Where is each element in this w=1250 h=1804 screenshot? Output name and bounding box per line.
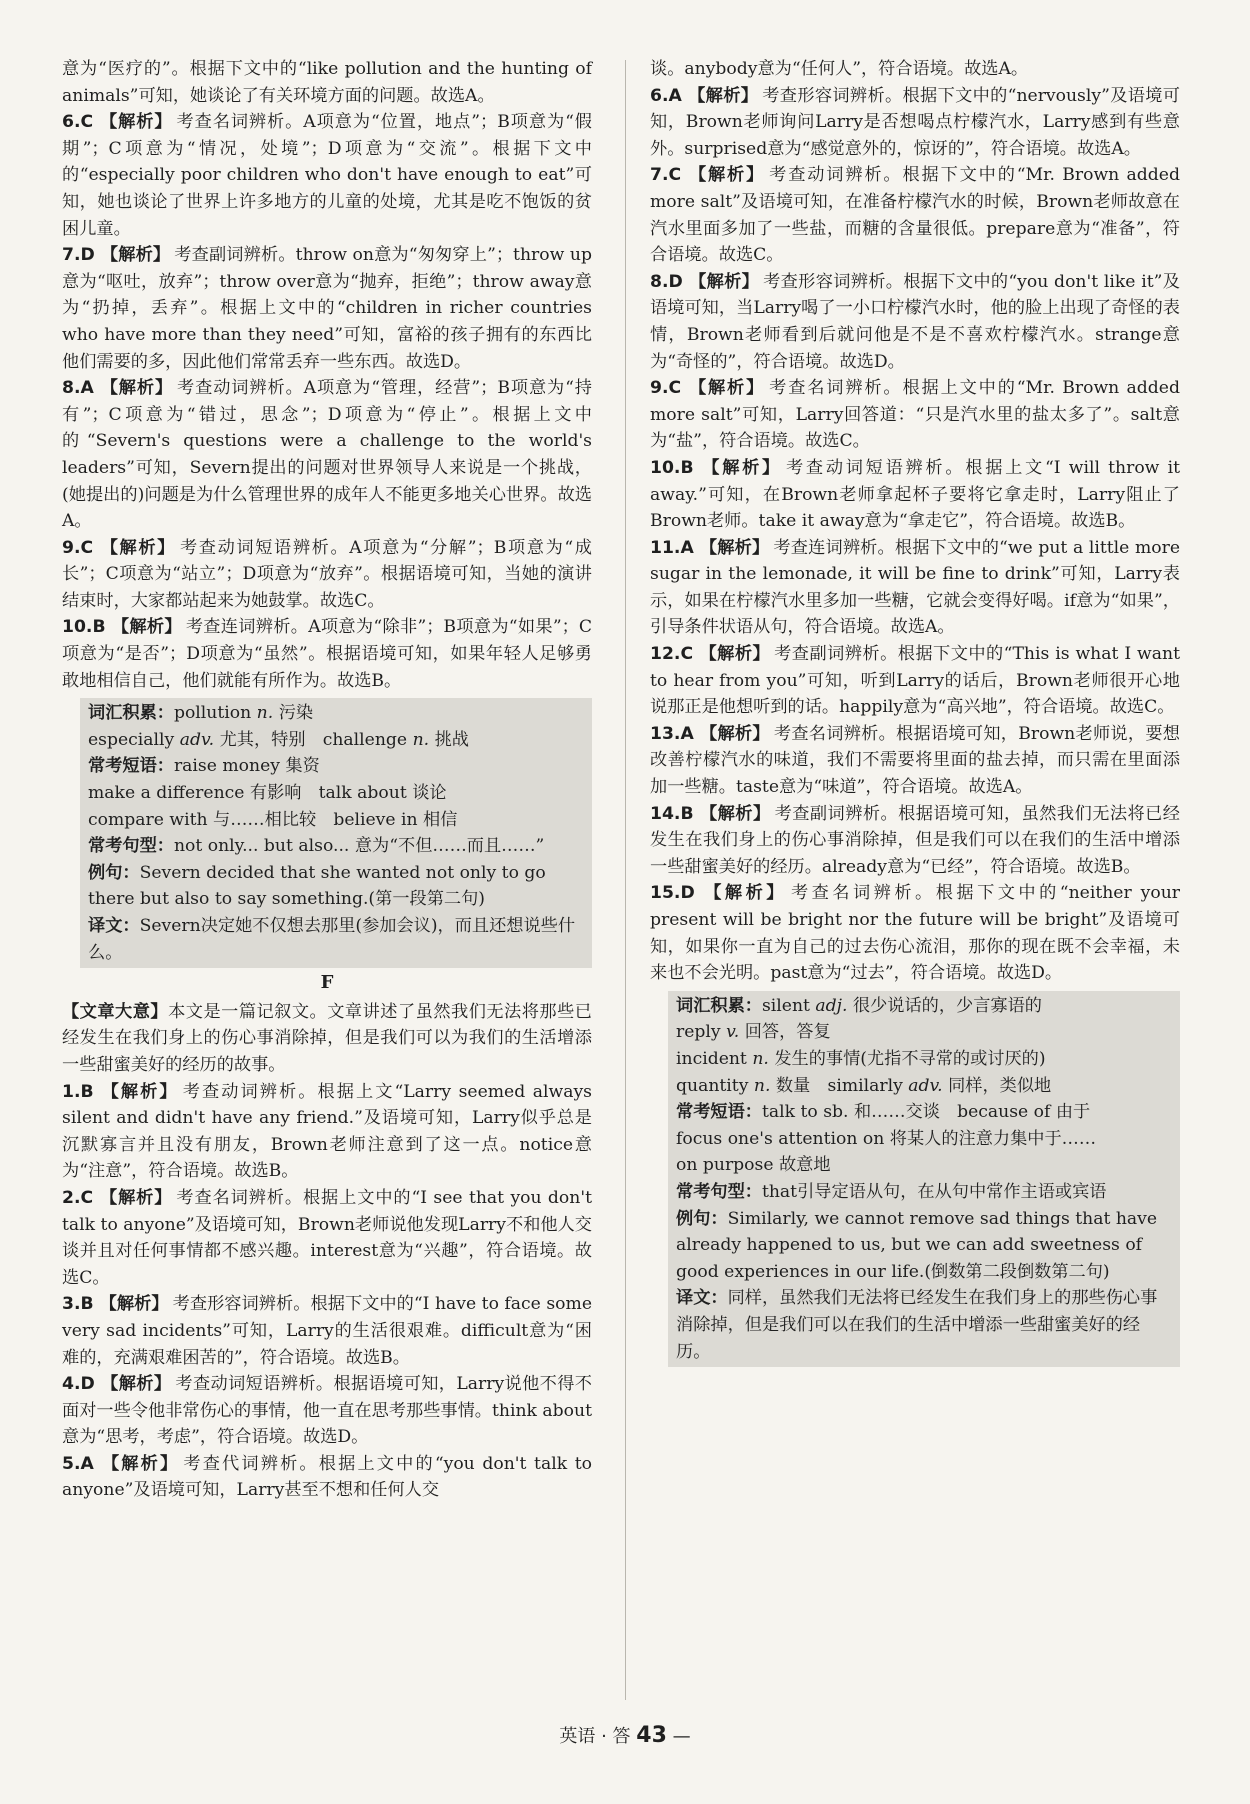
answer-item: 12.C 【解析】 考查副词辨析。根据下文中的“This is what I want to hear from you”可知，听到Larry的话后，Brown老师很开心地说那正是他想听到的话。happily意为“高兴地”，符合语境。故选C。 xyxy=(650,644,1180,718)
section-heading: F xyxy=(320,972,334,994)
answer-item: 4.D 【解析】 考查动词短语辨析。根据语境可知，Larry说他不得不面对一些令他非常伤心的事情，他一直在思考那些事情。think about意为“思考，考虑”，符合语境。故选D。 xyxy=(62,1374,592,1448)
answer-item: 7.C 【解析】 考查动词辨析。根据下文中的“Mr. Brown added more salt”及语境可知，在准备柠檬汽水的时候，Brown老师故意在汽水里面多加了一些盐，而糖的含量很低。prepare意为“准备”，符合语境。故选C。 xyxy=(650,165,1180,266)
continuation-text: 意为“医疗的”。根据下文中的“like pollution and the hunting of animals”可知，她谈论了有关环境方面的问题。故选A。 xyxy=(62,59,592,106)
answer-item: 3.B 【解析】 考查形容词辨析。根据下文中的“I have to face some very sad incidents”可知，Larry的生活很艰难。difficult意为“困难的，充满艰难困苦的”，符合语境。故选B。 xyxy=(62,1294,592,1368)
vocabulary-box: 词汇积累：silent adj. 很少说话的，少言寡语的 reply v. 回答，答复 incident n. 发生的事情(尤指不寻常的或讨厌的) quantity n. 数量 similarly adv. 同样，类似地 常考短语：talk to sb. 和……交谈 because of 由于 focus one's attention on 将某人的注意力集中于…… on purpose 故意地 常考句型：that引导定语从句，在从句中常作主语或宾语 例句：Similarly, we cannot remove sad things that have already happened to us, but we can add sweetness of good experiences in our life.(倒数第二段倒数第二句) 译文：同样，虽然我们无法将已经发生在我们身上的那些伤心事消除掉，但是我们可以在我们的生活中增添一些甜蜜美好的经历。 xyxy=(668,991,1180,1367)
page-footer xyxy=(0,1722,1250,1748)
answer-item: 11.A 【解析】 考查连词辨析。根据下文中的“we put a little more sugar in the lemonade, it will be fine to drink”可知，Larry表示，如果在柠檬汽水里多加一些糖，它就会变得好喝。if意为“如果”，引导条件状语从句，符合语境。故选A。 xyxy=(650,537,1180,638)
article-summary: 【文章大意】本文是一篇记叙文。文章讲述了虽然我们无法将那些已经发生在我们身上的伤心事消除掉，但是我们可以为我们的生活增添一些甜蜜美好的经历的故事。 xyxy=(62,1001,592,1075)
footer-subject: 英语 xyxy=(559,1726,596,1747)
page-number: 43 xyxy=(636,1723,667,1748)
answer-item: 7.D 【解析】 考查副词辨析。throw on意为“匆匆穿上”；throw up意为“呕吐，放弃”；throw over意为“抛弃，拒绝”；throw away意为“扔掉，丢弃”。根据上文中的“children in richer countries who have more than they need”可知，富裕的孩子拥有的东西比他们需要的多，因此他们常常丢弃一些东西。故选D。 xyxy=(62,245,592,372)
answer-item: 8.D 【解析】 考查形容词辨析。根据下文中的“you don't like it”及语境可知，当Larry喝了一小口柠檬汽水时，他的脸上出现了奇怪的表情，Brown老师看到后就问他是不是不喜欢柠檬汽水。strange意为“奇怪的”，符合语境。故选D。 xyxy=(650,271,1180,372)
answer-item: 9.C 【解析】 考查动词短语辨析。A项意为“分解”；B项意为“成长”；C项意为“站立”；D项意为“放弃”。根据语境可知，当她的演讲结束时，大家都站起来为她鼓掌。故选C。 xyxy=(62,537,592,611)
answer-item: 10.B 【解析】 考查连词辨析。A项意为“除非”；B项意为“如果”；C项意为“是否”；D项意为“虽然”。根据语境可知，如果年轻人足够勇敢地相信自己，他们就能有所作为。故选B。 xyxy=(62,617,592,691)
continuation-text: 谈。anybody意为“任何人”，符合语境。故选A。 xyxy=(650,59,1029,79)
left-column xyxy=(62,56,592,1504)
answer-item: 9.C 【解析】 考查名词辨析。根据上文中的“Mr. Brown added more salt”可知，Larry回答道：“只是汽水里的盐太多了”。salt意为“盐”，符合语境。故选C。 xyxy=(650,378,1180,452)
answer-item: 6.C 【解析】 考查名词辨析。A项意为“位置，地点”；B项意为“假期”；C项意为“情况，处境”；D项意为“交流”。根据下文中的“especially poor children who don't have enough to eat”可知，她也谈论了世界上许多地方的儿童的处境，尤其是吃不饱饭的贫困儿童。 xyxy=(62,112,592,239)
answer-item: 8.A 【解析】 考查动词辨析。A项意为“管理，经营”；B项意为“持有”；C项意为“错过，思念”；D项意为“停止”。根据上文中的“Severn's questions were a challenge to the world's leaders”可知，Severn提出的问题对世界领导人来说是一个挑战，(她提出的)问题是为什么管理世界的成年人不能更多地关心世界。故选A。 xyxy=(62,378,592,532)
right-column xyxy=(650,56,1180,1369)
footer-dot: · xyxy=(601,1726,607,1747)
answer-item: 13.A 【解析】 考查名词辨析。根据语境可知，Brown老师说，要想改善柠檬汽水的味道，我们不需要将里面的盐去掉，而只需在里面添加一些糖。taste意为“味道”，符合语境。故选A。 xyxy=(650,723,1180,798)
answer-item: 1.B 【解析】 考查动词辨析。根据上文“Larry seemed always silent and didn't have any friend.”及语境可知，Larry似乎总是沉默寡言并且没有朋友，Brown老师注意到了这一点。notice意为“注意”，符合语境。故选B。 xyxy=(62,1081,592,1182)
answer-item: 15.D 【解析】 考查名词辨析。根据下文中的“neither your present will be bright nor the future will be bright”及语境可知，如果你一直为自己的过去伤心流泪，那你的现在既不会幸福，未来也不会光明。past意为“过去”，符合语境。故选D。 xyxy=(650,883,1180,984)
answer-item: 10.B 【解析】 考查动词短语辨析。根据上文“I will throw it away.”可知，在Brown老师拿起杯子要将它拿走时，Larry阻止了Brown老师。take it away意为“拿走它”，符合语境。故选B。 xyxy=(650,457,1180,532)
vocabulary-box: 词汇积累：pollution n. 污染 especially adv. 尤其，特别 challenge n. 挑战 常考短语：raise money 集资 make a difference 有影响 talk about 谈论 compare with 与……相比较 believe in 相信 常考句型：not only... but also... 意为“不但……而且……” 例句：Severn decided that she wanted not only to go there but also to say something.(第一段第二句) 译文：Severn决定她不仅想去那里(参加会议)，而且还想说些什么。 xyxy=(80,698,592,968)
answer-item: 14.B 【解析】 考查副词辨析。根据语境可知，虽然我们无法将已经发生在我们身上的伤心事消除掉，但是我们可以在我们的生活中增添一些甜蜜美好的经历。already意为“已经”，符合语境。故选B。 xyxy=(650,803,1180,877)
footer-label: 答 xyxy=(612,1726,631,1747)
answer-item: 5.A 【解析】 考查代词辨析。根据上文中的“you don't talk to anyone”及语境可知，Larry甚至不想和任何人交 xyxy=(62,1453,592,1501)
answer-item: 2.C 【解析】 考查名词辨析。根据上文中的“I see that you don't talk to anyone”及语境可知，Brown老师说他发现Larry不和他人交谈并且对任何事情都不感兴趣。interest意为“兴趣”，符合语境。故选C。 xyxy=(62,1187,592,1288)
answer-item: 6.A 【解析】 考查形容词辨析。根据下文中的“nervously”及语境可知，Brown老师询问Larry是否想喝点柠檬汽水，Larry感到有些意外。surprised意为“感觉意外的，惊讶的”，符合语境。故选A。 xyxy=(650,85,1180,159)
column-divider xyxy=(625,60,626,1700)
footer-dash: — xyxy=(672,1726,691,1747)
